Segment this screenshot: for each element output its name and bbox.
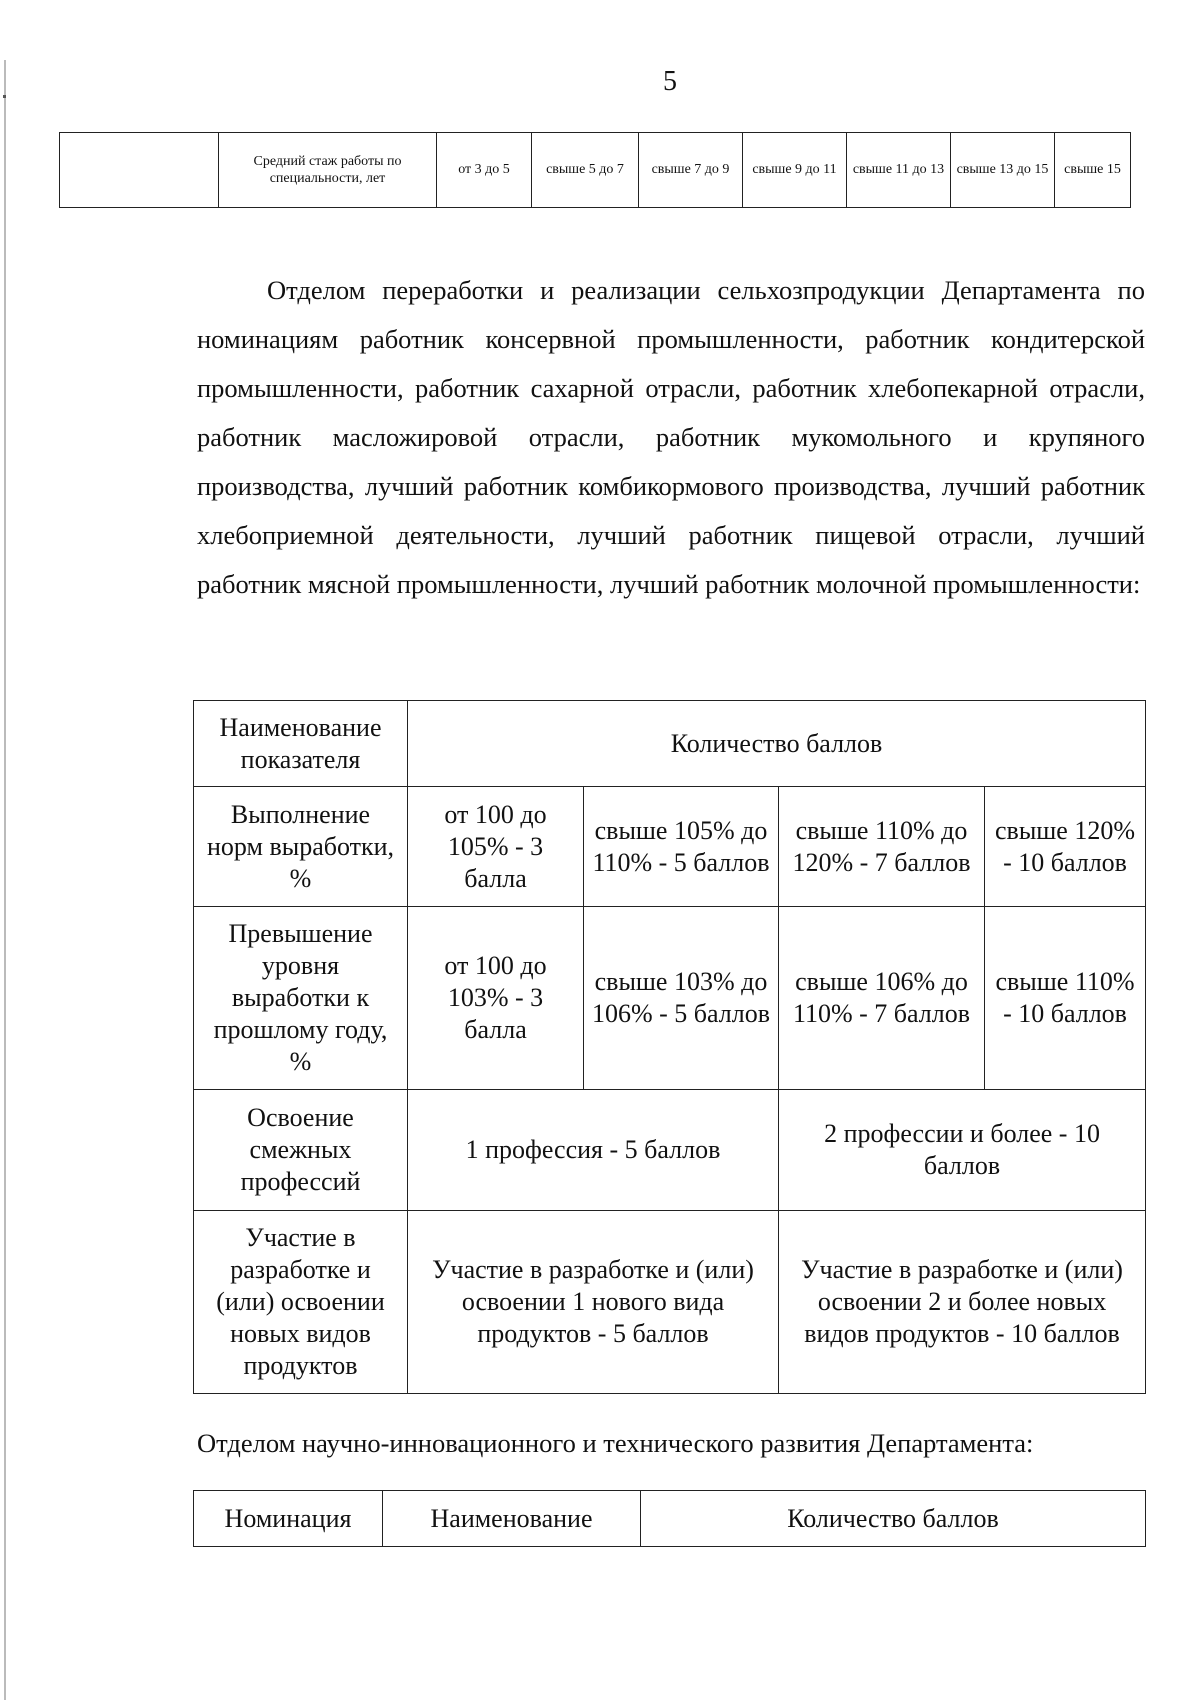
row-indicator: Освоение смежных профессий [194,1090,408,1211]
section-subheading: Отделом научно-инновационного и технического развития Департамента: [197,1428,1034,1458]
score-cell: свыше 103% до 106% - 5 баллов [584,907,779,1090]
experience-cell: свыше 13 до 15 [951,133,1055,208]
experience-cell: свыше 11 до 13 [847,133,951,208]
header-name: Наименование [383,1491,641,1547]
experience-cell: от 3 до 5 [437,133,532,208]
nomination-table [193,1490,1146,1547]
score-cell: от 100 до 105% - 3 балла [408,787,584,907]
scan-edge [4,60,6,1700]
page-number: 5 [663,66,677,97]
score-cell: Участие в разработке и (или) освоении 2 и более новых видов продуктов - 10 баллов [779,1211,1146,1394]
experience-label: Средний стаж работы по специальности, лет [219,133,437,208]
header-points: Количество баллов [641,1491,1146,1547]
score-table [193,700,1146,1394]
intro-paragraph: Отделом переработки и реализации сельхозпродукции Департамента по номинациям работник консервной промышленности, работник кондитерской промышленности, работник сахарной отрасли, работник хлебопекарной отрасли, работник масложировой отрасли, работник мукомольного и крупяного производства, лучший работник комбикормового производства, лучший работник хлебоприемной деятельности, лучший работник пищевой отрасли, лучший работник мясной промышленности, лучший работник молочной промышленности: [197,275,1145,599]
score-cell: 2 профессии и более - 10 баллов [779,1090,1146,1211]
experience-cell: свыше 9 до 11 [743,133,847,208]
experience-table [59,132,1131,208]
row-indicator: Участие в разработке и (или) освоении новых видов продуктов [194,1211,408,1394]
row-indicator: Выполнение норм выработки, % [194,787,408,907]
table-row [194,787,1146,907]
score-cell: от 100 до 103% - 3 балла [408,907,584,1090]
score-cell: свыше 110% - 10 баллов [985,907,1146,1090]
score-cell: свыше 110% до 120% - 7 баллов [779,787,985,907]
table-row [194,1090,1146,1211]
score-table-header [194,701,1146,787]
experience-cell: свыше 7 до 9 [639,133,743,208]
experience-row [60,133,1131,208]
header-points: Количество баллов [408,701,1146,787]
table-row [194,1211,1146,1394]
nomination-table-header [194,1491,1146,1547]
score-cell: свыше 106% до 110% - 7 баллов [779,907,985,1090]
table-row [194,907,1146,1090]
experience-cell: свыше 15 [1055,133,1131,208]
score-cell: свыше 120% - 10 баллов [985,787,1146,907]
header-indicator: Наименование показателя [194,701,408,787]
empty-cell [60,133,219,208]
score-cell: свыше 105% до 110% - 5 баллов [584,787,779,907]
score-cell: Участие в разработке и (или) освоении 1 нового вида продуктов - 5 баллов [408,1211,779,1394]
row-indicator: Превышение уровня выработки к прошлому году, % [194,907,408,1090]
score-cell: 1 профессия - 5 баллов [408,1090,779,1211]
experience-cell: свыше 5 до 7 [532,133,639,208]
header-nomination: Номинация [194,1491,383,1547]
